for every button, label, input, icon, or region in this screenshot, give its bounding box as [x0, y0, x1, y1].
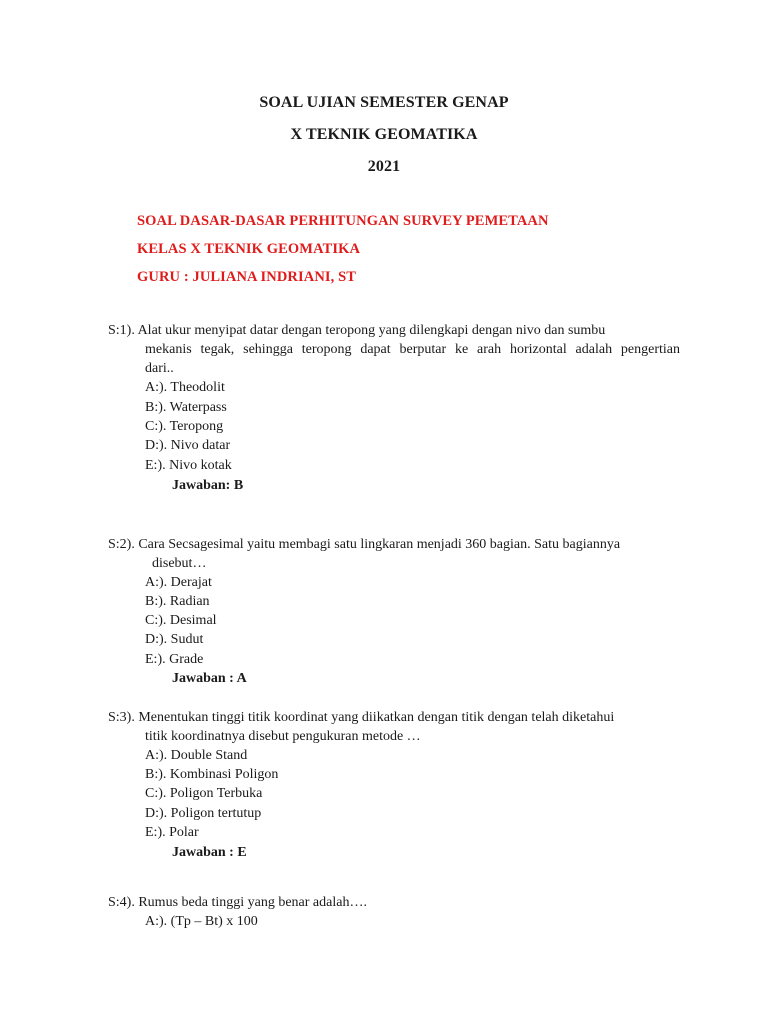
class-title: X TEKNIK GEOMATIKA: [290, 126, 478, 143]
question-2-option-d: D:). Sudut: [145, 632, 204, 647]
question-2-option-b: B:). Radian: [145, 594, 210, 609]
question-1-answer: Jawaban: B: [172, 478, 244, 493]
question-1-text: S:1). Alat ukur menyipat datar dengan teropong yang dilengkapi dengan nivo dan sumbu: [108, 323, 606, 338]
question-3-option-b: B:). Kombinasi Poligon: [145, 767, 279, 782]
question-1-option-b: B:). Waterpass: [145, 400, 227, 415]
question-3-option-e: E:). Polar: [145, 825, 199, 840]
question-2-text-cont: disebut…: [152, 556, 207, 571]
question-2-text: S:2). Cara Secsagesimal yaitu membagi satu lingkaran menjadi 360 bagian. Satu bagiannya: [108, 537, 621, 552]
teacher-heading: GURU : JULIANA INDRIANI, ST: [137, 269, 357, 285]
question-2-answer: Jawaban : A: [172, 671, 247, 686]
question-3-option-a: A:). Double Stand: [145, 748, 248, 763]
question-1-option-d: D:). Nivo datar: [145, 438, 231, 453]
question-3-text-cont: titik koordinatnya disebut pengukuran metode …: [145, 729, 421, 744]
subject-heading: SOAL DASAR-DASAR PERHITUNGAN SURVEY PEMETAAN: [137, 213, 549, 229]
question-2-option-e: E:). Grade: [145, 652, 204, 667]
question-3-option-c: C:). Poligon Terbuka: [145, 786, 263, 801]
year-title: 2021: [367, 158, 401, 175]
class-heading: KELAS X TEKNIK GEOMATIKA: [137, 241, 361, 257]
question-1-option-c: C:). Teropong: [145, 419, 224, 434]
question-1-text-cont: mekanis tegak, sehingga teropong dapat berputar ke arah horizontal adalah pengertian: [145, 342, 680, 357]
exam-title: SOAL UJIAN SEMESTER GENAP: [259, 94, 509, 111]
question-1-option-e: E:). Nivo kotak: [145, 458, 232, 473]
question-3-option-d: D:). Poligon tertutup: [145, 806, 262, 821]
question-4-text: S:4). Rumus beda tinggi yang benar adalah….: [108, 895, 367, 910]
question-1-option-a: A:). Theodolit: [145, 380, 225, 395]
question-3-text: S:3). Menentukan tinggi titik koordinat yang diikatkan dengan titik dengan telah diketahui: [108, 710, 615, 725]
question-2-option-a: A:). Derajat: [145, 575, 212, 590]
question-1-text-end: dari..: [145, 361, 174, 376]
question-3-answer: Jawaban : E: [172, 845, 247, 860]
question-2-option-c: C:). Desimal: [145, 613, 217, 628]
question-4-option-a: A:). (Tp – Bt) x 100: [145, 914, 258, 929]
